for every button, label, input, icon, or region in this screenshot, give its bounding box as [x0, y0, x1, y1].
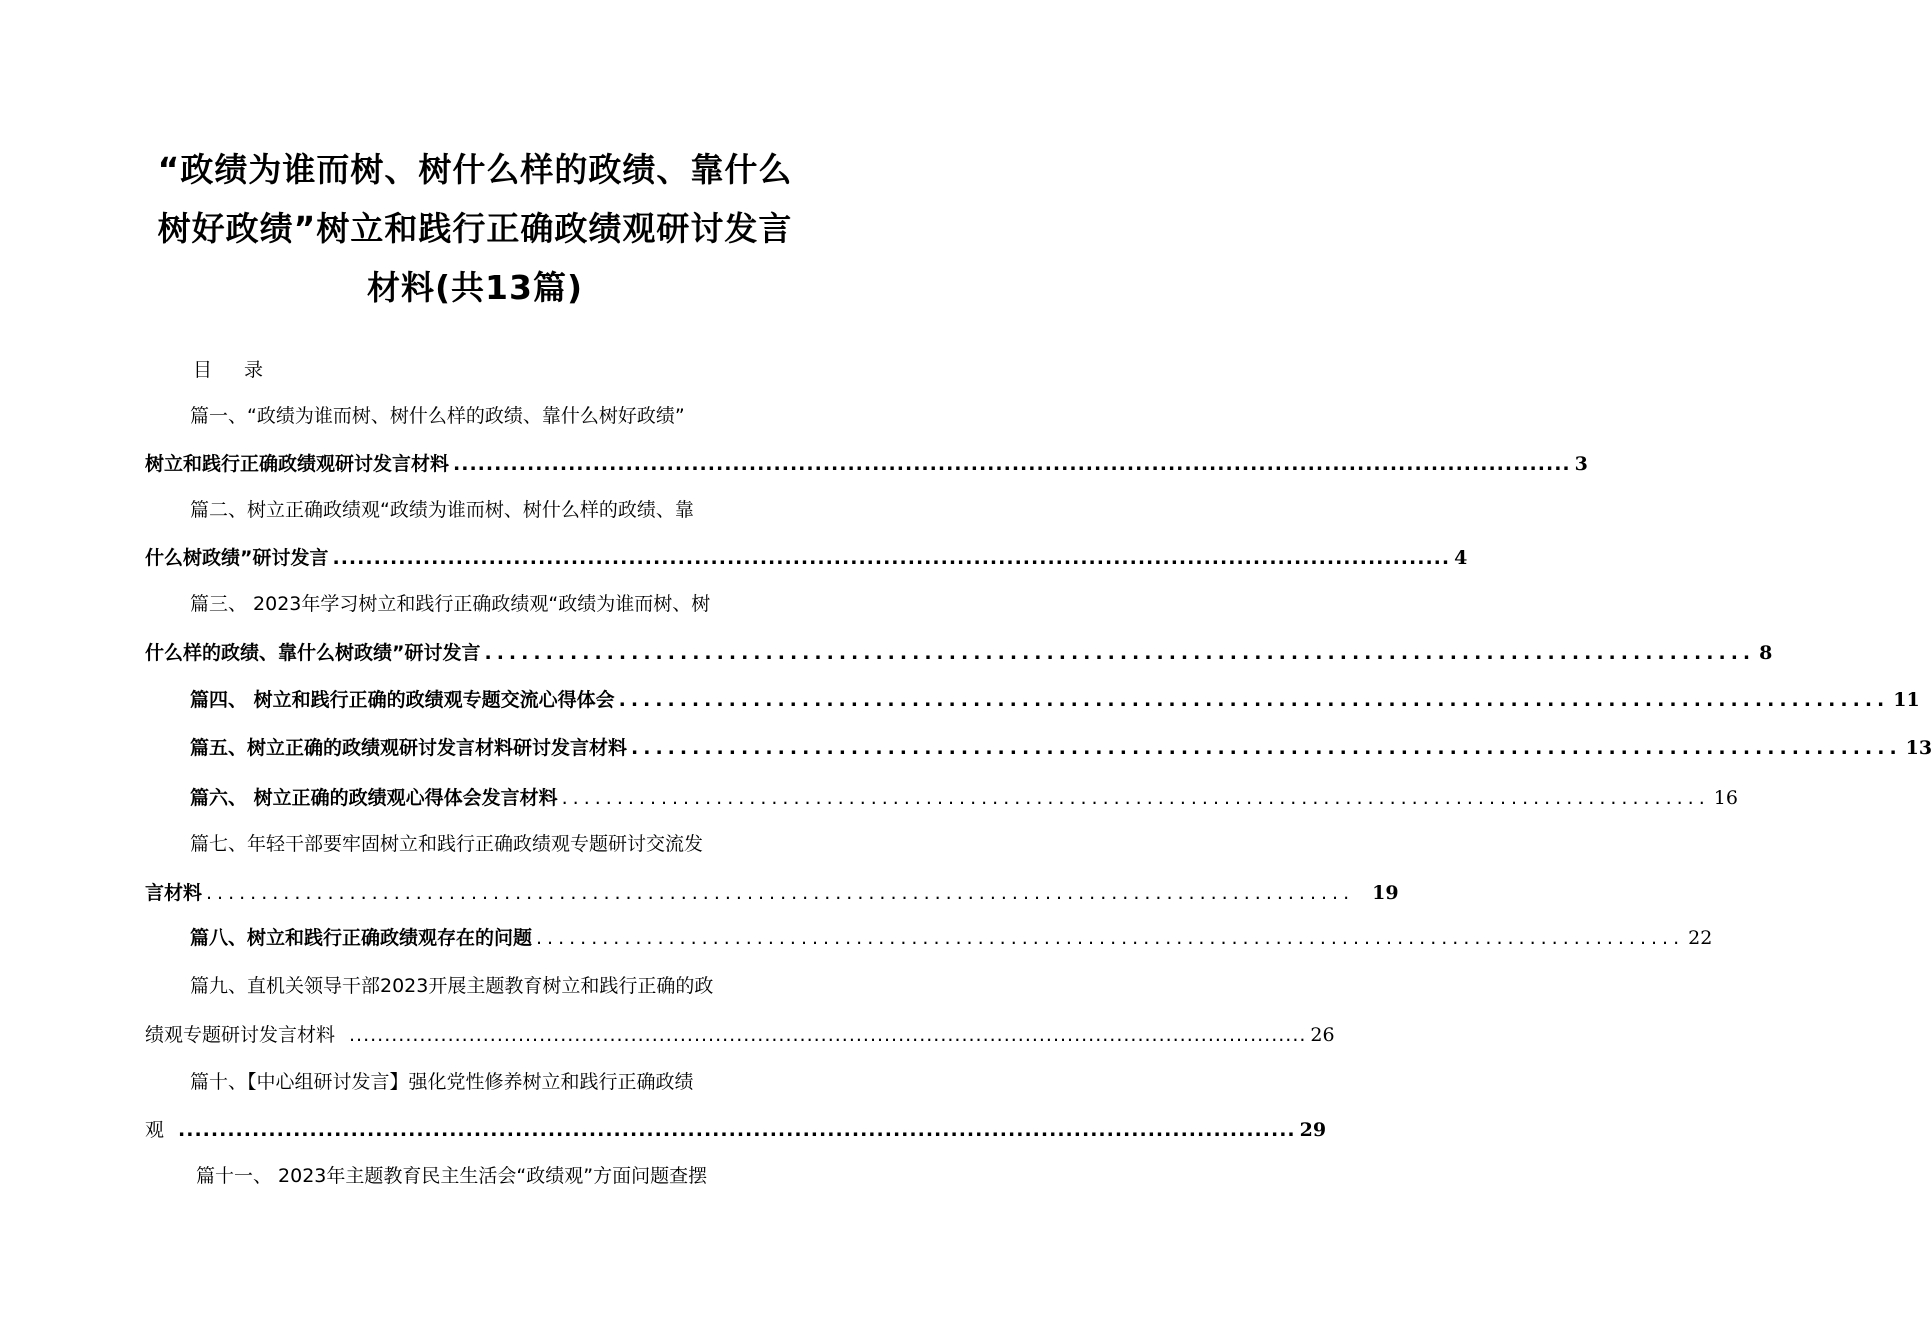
toc-page-number: 19 [1372, 882, 1399, 904]
dot-leader: ........................................................................................................ [631, 737, 1902, 759]
dot-leader: ........................................................................................................ [206, 882, 1355, 904]
toc-page-number: 16 [1713, 787, 1738, 809]
toc-entry-1-line-2[interactable]: 树立和践行正确政绩观研讨发言材料 ........................................................................................................................................ 3 [145, 448, 805, 480]
toc-entry-9-line-2[interactable]: 绩观专题研讨发言材料 ........................................................................................................................................ 26 [145, 1019, 805, 1051]
dot-leader: ........................................................................................................................................ [349, 1024, 1307, 1046]
toc-entry-6[interactable]: 篇六、 树立正确的政绩观心得体会发言材料 ........................................................................................................ 16 [190, 782, 805, 814]
dot-leader: ........................................................................................................ [484, 642, 1756, 664]
toc-entry-5[interactable]: 篇五、树立正确的政绩观研讨发言材料研讨发言材料 ........................................................................................................ 13 [190, 732, 805, 764]
toc-entry-10-line-1[interactable]: 篇十、【中心组研讨发言】强化党性修养树立和践行正确政绩 [190, 1071, 694, 1093]
toc-page-number: 11 [1893, 689, 1920, 711]
dot-leader: ........................................................................................................ [618, 689, 1890, 711]
dot-leader: ........................................................................................................ [536, 927, 1685, 949]
toc-page-number: 8 [1759, 642, 1773, 664]
title-line-2: 树好政绩”树立和践行正确政绩观研讨发言 [157, 209, 793, 248]
toc-entry-3-line-2[interactable]: 什么样的政绩、靠什么树政绩”研讨发言 ........................................................................................................ 8 [145, 637, 805, 669]
title-line-3: 材料(共13篇) [366, 268, 584, 307]
title-line-1: “政绩为谁而树、树什么样的政绩、靠什么 [157, 150, 793, 189]
toc-entry-4[interactable]: 篇四、 树立和践行正确的政绩观专题交流心得体会 ........................................................................................................ 11 [190, 684, 805, 716]
toc-heading: 目 录 [193, 359, 266, 381]
dot-leader: ........................................................................................................................................ [453, 453, 1571, 475]
dot-leader: ........................................................................................................ [561, 787, 1710, 809]
toc-page-number: 13 [1905, 737, 1932, 759]
toc-entry-2-line-1[interactable]: 篇二、树立正确政绩观“政绩为谁而树、树什么样的政绩、靠 [190, 499, 694, 521]
toc-entry-7-line-1[interactable]: 篇七、年轻干部要牢固树立和践行正确政绩观专题研讨交流发 [190, 833, 704, 855]
toc-page-number: 22 [1688, 927, 1713, 949]
toc-entry-11-line-1[interactable]: 篇十一、 2023年主题教育民主生活会“政绩观”方面问题查摆 [196, 1165, 708, 1187]
toc-page-number: 26 [1310, 1024, 1335, 1046]
toc-page-number: 3 [1574, 453, 1588, 475]
toc-entry-3-line-1[interactable]: 篇三、 2023年学习树立和践行正确政绩观“政绩为谁而树、树 [190, 593, 711, 615]
dot-leader: ........................................................................................................................................ [178, 1119, 1296, 1141]
toc-entry-8[interactable]: 篇八、树立和践行正确政绩观存在的问题 ........................................................................................................ 22 [190, 922, 805, 954]
toc-page-number: 4 [1454, 547, 1468, 569]
document-title [120, 140, 830, 317]
toc-entry-7-line-2[interactable]: 言材料 ........................................................................................................ 19 [145, 877, 805, 909]
toc-entry-1-line-1[interactable]: 篇一、“政绩为谁而树、树什么样的政绩、靠什么树好政绩” [190, 405, 685, 427]
dot-leader: ........................................................................................................................................ [332, 547, 1451, 569]
toc-entry-9-line-1[interactable]: 篇九、直机关领导干部2023开展主题教育树立和践行正确的政 [190, 975, 714, 997]
toc-entry-2-line-2[interactable]: 什么树政绩”研讨发言 ........................................................................................................................................ 4 [145, 542, 805, 574]
toc-entry-10-line-2[interactable]: 观 ........................................................................................................................................ 29 [145, 1114, 805, 1146]
toc-page-number: 29 [1299, 1119, 1327, 1141]
